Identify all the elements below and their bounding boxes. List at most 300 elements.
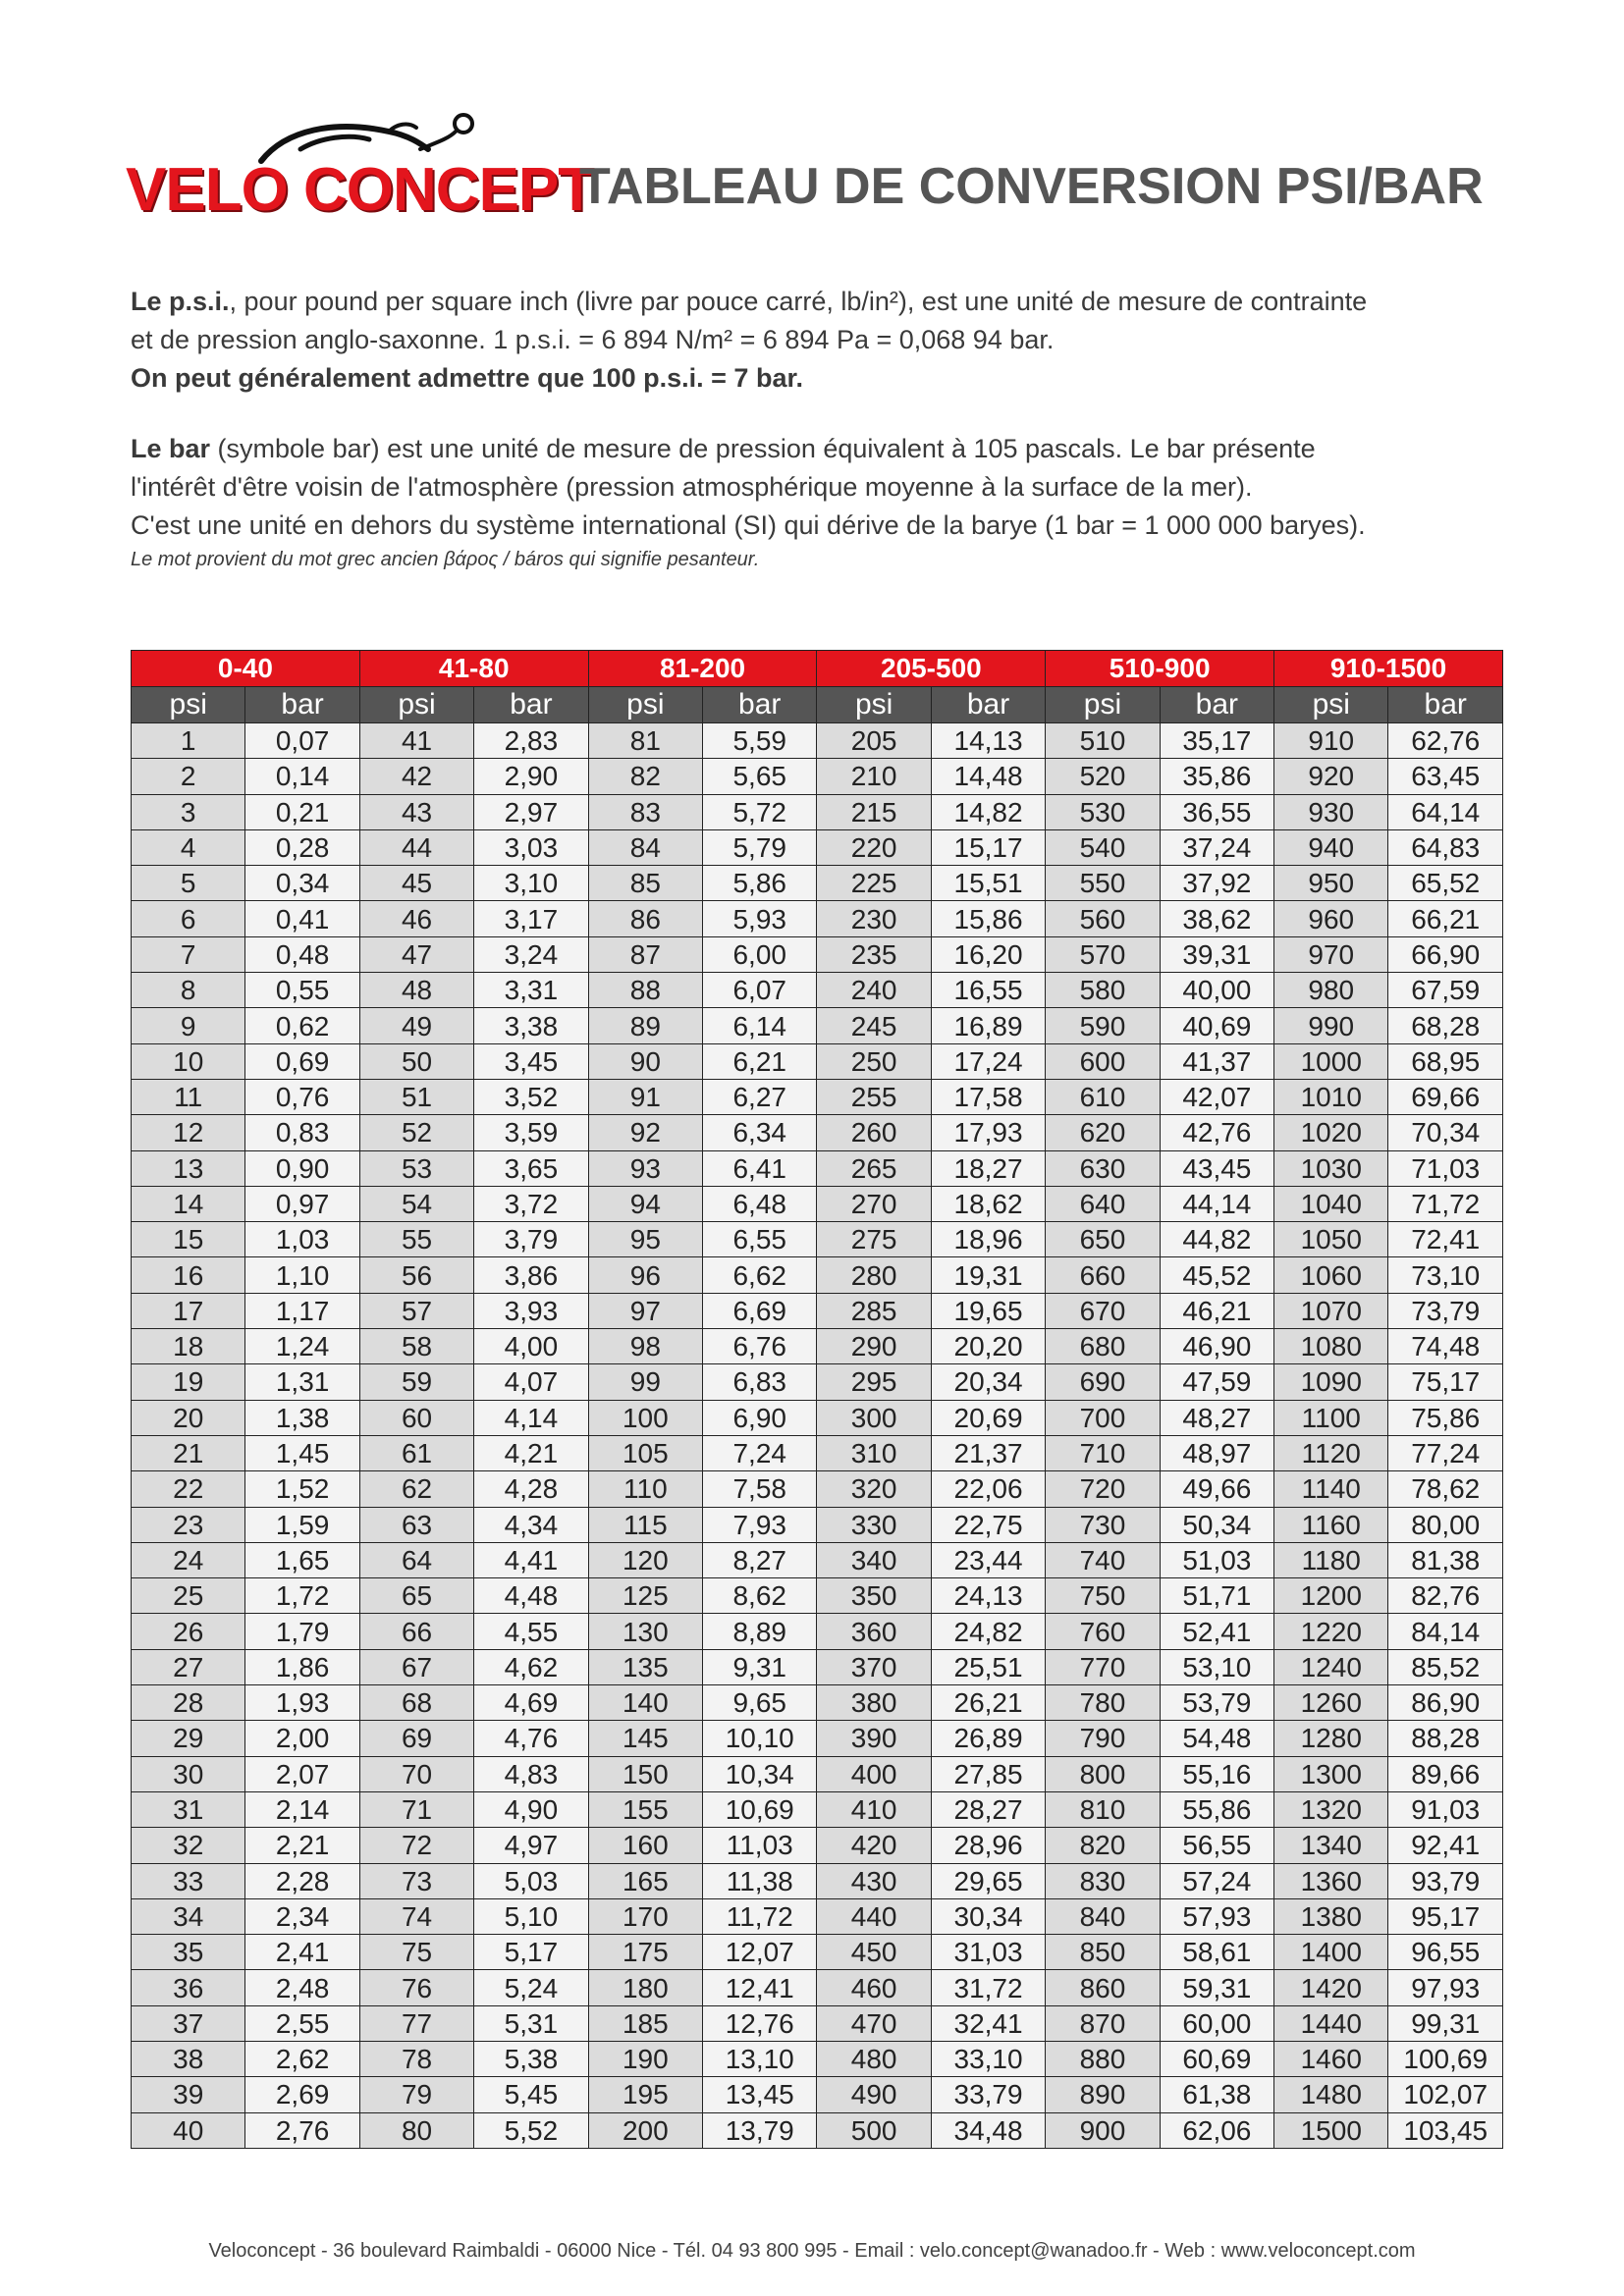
bar-cell: 37,92 bbox=[1160, 866, 1273, 901]
bar-cell: 2,69 bbox=[245, 2077, 359, 2112]
psi-cell: 340 bbox=[817, 1542, 931, 1577]
psi-cell: 2 bbox=[132, 759, 245, 794]
bar-cell: 2,76 bbox=[245, 2112, 359, 2148]
bar-cell: 73,79 bbox=[1388, 1293, 1503, 1328]
bar-cell: 40,69 bbox=[1160, 1008, 1273, 1043]
bar-cell: 2,41 bbox=[245, 1935, 359, 1970]
bar-cell: 11,03 bbox=[703, 1828, 817, 1863]
velo-concept-logo bbox=[126, 110, 595, 226]
table-row bbox=[132, 973, 1503, 1008]
psi-cell: 1070 bbox=[1274, 1293, 1388, 1328]
bar-cell: 69,66 bbox=[1388, 1079, 1503, 1114]
psi-cell: 82 bbox=[588, 759, 702, 794]
psi-cell: 215 bbox=[817, 794, 931, 829]
bar-cell: 5,52 bbox=[474, 2112, 588, 2148]
psi-cell: 1240 bbox=[1274, 1649, 1388, 1684]
psi-cell: 39 bbox=[132, 2077, 245, 2112]
table-row bbox=[132, 1828, 1503, 1863]
bar-cell: 27,85 bbox=[931, 1756, 1045, 1791]
bar-cell: 46,21 bbox=[1160, 1293, 1273, 1328]
psi-cell: 920 bbox=[1274, 759, 1388, 794]
psi-cell: 260 bbox=[817, 1115, 931, 1150]
psi-cell: 47 bbox=[359, 936, 473, 972]
psi-cell: 72 bbox=[359, 1828, 473, 1863]
psi-cell: 275 bbox=[817, 1222, 931, 1257]
table-row bbox=[132, 1970, 1503, 2005]
psi-cell: 5 bbox=[132, 866, 245, 901]
bar-cell: 2,97 bbox=[474, 794, 588, 829]
psi-cell: 880 bbox=[1046, 2041, 1160, 2076]
bar-cell: 0,34 bbox=[245, 866, 359, 901]
bar-cell: 99,31 bbox=[1388, 2005, 1503, 2041]
bar-cell: 80,00 bbox=[1388, 1507, 1503, 1542]
psi-cell: 860 bbox=[1046, 1970, 1160, 2005]
psi-cell: 51 bbox=[359, 1079, 473, 1114]
psi-cell: 84 bbox=[588, 829, 702, 865]
bar-cell: 4,48 bbox=[474, 1578, 588, 1614]
bar-cell: 12,76 bbox=[703, 2005, 817, 2041]
psi-cell: 13 bbox=[132, 1150, 245, 1186]
table-row bbox=[132, 1507, 1503, 1542]
bar-cell: 66,21 bbox=[1388, 901, 1503, 936]
bar-cell: 6,83 bbox=[703, 1364, 817, 1400]
bar-cell: 9,31 bbox=[703, 1649, 817, 1684]
bar-cell: 28,27 bbox=[931, 1791, 1045, 1827]
bar-cell: 3,31 bbox=[474, 973, 588, 1008]
psi-cell: 570 bbox=[1046, 936, 1160, 972]
bar-cell: 51,71 bbox=[1160, 1578, 1273, 1614]
psi-cell: 80 bbox=[359, 2112, 473, 2148]
psi-cell: 640 bbox=[1046, 1186, 1160, 1221]
psi-cell: 59 bbox=[359, 1364, 473, 1400]
table-row bbox=[132, 1578, 1503, 1614]
psi-cell: 710 bbox=[1046, 1435, 1160, 1470]
psi-term: Le p.s.i. bbox=[131, 287, 230, 316]
bar-cell: 17,24 bbox=[931, 1043, 1045, 1079]
bar-cell: 3,24 bbox=[474, 936, 588, 972]
psi-cell: 910 bbox=[1274, 723, 1388, 759]
psi-cell: 370 bbox=[817, 1649, 931, 1684]
bar-cell: 11,72 bbox=[703, 1898, 817, 1934]
bar-cell: 5,31 bbox=[474, 2005, 588, 2041]
psi-cell: 720 bbox=[1046, 1471, 1160, 1507]
bar-cell: 17,58 bbox=[931, 1079, 1045, 1114]
psi-cell: 94 bbox=[588, 1186, 702, 1221]
psi-cell: 68 bbox=[359, 1685, 473, 1721]
psi-cell: 560 bbox=[1046, 901, 1160, 936]
bar-cell: 4,28 bbox=[474, 1471, 588, 1507]
psi-cell: 20 bbox=[132, 1400, 245, 1435]
bar-cell: 1,72 bbox=[245, 1578, 359, 1614]
bar-cell: 84,14 bbox=[1388, 1614, 1503, 1649]
bar-cell: 3,65 bbox=[474, 1150, 588, 1186]
bar-cell: 43,45 bbox=[1160, 1150, 1273, 1186]
psi-cell: 1320 bbox=[1274, 1791, 1388, 1827]
bar-cell: 4,55 bbox=[474, 1614, 588, 1649]
bar-cell: 4,62 bbox=[474, 1649, 588, 1684]
bar-cell: 5,03 bbox=[474, 1863, 588, 1898]
psi-cell: 75 bbox=[359, 1935, 473, 1970]
psi-cell: 140 bbox=[588, 1685, 702, 1721]
bar-cell: 4,76 bbox=[474, 1721, 588, 1756]
bar-cell: 95,17 bbox=[1388, 1898, 1503, 1934]
psi-cell: 600 bbox=[1046, 1043, 1160, 1079]
bar-cell: 2,21 bbox=[245, 1828, 359, 1863]
table-row bbox=[132, 1721, 1503, 1756]
range-header-row bbox=[132, 651, 1503, 687]
bar-cell: 6,55 bbox=[703, 1222, 817, 1257]
bar-cell: 77,24 bbox=[1388, 1435, 1503, 1470]
table-row bbox=[132, 1079, 1503, 1114]
psi-cell: 660 bbox=[1046, 1257, 1160, 1293]
psi-cell: 1340 bbox=[1274, 1828, 1388, 1863]
bar-cell: 58,61 bbox=[1160, 1935, 1273, 1970]
bar-cell: 25,51 bbox=[931, 1649, 1045, 1684]
psi-cell: 25 bbox=[132, 1578, 245, 1614]
bar-cell: 49,66 bbox=[1160, 1471, 1273, 1507]
range-header: 41-80 bbox=[359, 651, 588, 687]
psi-cell: 115 bbox=[588, 1507, 702, 1542]
bar-cell: 71,03 bbox=[1388, 1150, 1503, 1186]
table-row bbox=[132, 1935, 1503, 1970]
bar-cell: 92,41 bbox=[1388, 1828, 1503, 1863]
bar-cell: 85,52 bbox=[1388, 1649, 1503, 1684]
psi-cell: 530 bbox=[1046, 794, 1160, 829]
psi-cell: 830 bbox=[1046, 1863, 1160, 1898]
psi-cell: 740 bbox=[1046, 1542, 1160, 1577]
psi-cell: 820 bbox=[1046, 1828, 1160, 1863]
etymology-note: Le mot provient du mot grec ancien βάρος / báros qui signifie pesanteur. bbox=[131, 549, 760, 570]
bar-cell: 55,86 bbox=[1160, 1791, 1273, 1827]
bar-cell: 18,27 bbox=[931, 1150, 1045, 1186]
bar-cell: 1,65 bbox=[245, 1542, 359, 1577]
psi-cell: 1260 bbox=[1274, 1685, 1388, 1721]
psi-cell: 245 bbox=[817, 1008, 931, 1043]
psi-cell: 65 bbox=[359, 1578, 473, 1614]
psi-cell: 1080 bbox=[1274, 1329, 1388, 1364]
bar-cell: 6,76 bbox=[703, 1329, 817, 1364]
psi-cell: 190 bbox=[588, 2041, 702, 2076]
table-row bbox=[132, 1685, 1503, 1721]
psi-cell: 510 bbox=[1046, 723, 1160, 759]
bar-cell: 26,21 bbox=[931, 1685, 1045, 1721]
bar-cell: 0,97 bbox=[245, 1186, 359, 1221]
bar-cell: 7,93 bbox=[703, 1507, 817, 1542]
psi-cell: 930 bbox=[1274, 794, 1388, 829]
table-row bbox=[132, 759, 1503, 794]
psi-cell: 420 bbox=[817, 1828, 931, 1863]
bar-cell: 89,66 bbox=[1388, 1756, 1503, 1791]
bar-cell: 19,65 bbox=[931, 1293, 1045, 1328]
psi-cell: 10 bbox=[132, 1043, 245, 1079]
psi-cell: 870 bbox=[1046, 2005, 1160, 2041]
table-row bbox=[132, 901, 1503, 936]
psi-cell: 670 bbox=[1046, 1293, 1160, 1328]
psi-cell: 9 bbox=[132, 1008, 245, 1043]
table-row bbox=[132, 1756, 1503, 1791]
bar-cell: 22,75 bbox=[931, 1507, 1045, 1542]
bar-cell: 5,10 bbox=[474, 1898, 588, 1934]
bar-cell: 1,03 bbox=[245, 1222, 359, 1257]
psi-cell: 800 bbox=[1046, 1756, 1160, 1791]
psi-cell: 1030 bbox=[1274, 1150, 1388, 1186]
psi-cell: 430 bbox=[817, 1863, 931, 1898]
psi-cell: 1020 bbox=[1274, 1115, 1388, 1150]
bar-cell: 74,48 bbox=[1388, 1329, 1503, 1364]
bar-cell: 12,07 bbox=[703, 1935, 817, 1970]
bar-cell: 23,44 bbox=[931, 1542, 1045, 1577]
psi-cell: 18 bbox=[132, 1329, 245, 1364]
table-row bbox=[132, 1614, 1503, 1649]
psi-cell: 22 bbox=[132, 1471, 245, 1507]
psi-cell: 1380 bbox=[1274, 1898, 1388, 1934]
psi-cell: 1420 bbox=[1274, 1970, 1388, 2005]
bar-cell: 18,62 bbox=[931, 1186, 1045, 1221]
bar-cell: 75,86 bbox=[1388, 1400, 1503, 1435]
bar-cell: 6,48 bbox=[703, 1186, 817, 1221]
psi-cell: 550 bbox=[1046, 866, 1160, 901]
psi-cell: 195 bbox=[588, 2077, 702, 2112]
bar-header: bar bbox=[703, 687, 817, 723]
psi-cell: 200 bbox=[588, 2112, 702, 2148]
bar-cell: 16,20 bbox=[931, 936, 1045, 972]
bar-cell: 3,45 bbox=[474, 1043, 588, 1079]
bar-cell: 97,93 bbox=[1388, 1970, 1503, 2005]
psi-cell: 45 bbox=[359, 866, 473, 901]
psi-cell: 1120 bbox=[1274, 1435, 1388, 1470]
bar-cell: 6,90 bbox=[703, 1400, 817, 1435]
bar-cell: 2,00 bbox=[245, 1721, 359, 1756]
bar-cell: 62,76 bbox=[1388, 723, 1503, 759]
psi-cell: 33 bbox=[132, 1863, 245, 1898]
bar-cell: 44,14 bbox=[1160, 1186, 1273, 1221]
bar-cell: 0,21 bbox=[245, 794, 359, 829]
table-row bbox=[132, 1364, 1503, 1400]
bar-cell: 61,38 bbox=[1160, 2077, 1273, 2112]
range-header: 910-1500 bbox=[1274, 651, 1503, 687]
bar-cell: 82,76 bbox=[1388, 1578, 1503, 1614]
bar-cell: 6,21 bbox=[703, 1043, 817, 1079]
psi-cell: 71 bbox=[359, 1791, 473, 1827]
psi-rule-of-thumb bbox=[131, 359, 1505, 398]
bar-cell: 7,24 bbox=[703, 1435, 817, 1470]
bar-cell: 1,45 bbox=[245, 1435, 359, 1470]
psi-cell: 280 bbox=[817, 1257, 931, 1293]
bar-cell: 6,41 bbox=[703, 1150, 817, 1186]
bar-cell: 2,48 bbox=[245, 1970, 359, 2005]
bar-cell: 62,06 bbox=[1160, 2112, 1273, 2148]
bar-cell: 2,34 bbox=[245, 1898, 359, 1934]
psi-cell: 87 bbox=[588, 936, 702, 972]
table-row bbox=[132, 1115, 1503, 1150]
bar-cell: 53,79 bbox=[1160, 1685, 1273, 1721]
bar-cell: 3,59 bbox=[474, 1115, 588, 1150]
psi-cell: 300 bbox=[817, 1400, 931, 1435]
bar-cell: 3,10 bbox=[474, 866, 588, 901]
psi-cell: 48 bbox=[359, 973, 473, 1008]
bar-cell: 12,41 bbox=[703, 1970, 817, 2005]
psi-cell: 285 bbox=[817, 1293, 931, 1328]
psi-cell: 95 bbox=[588, 1222, 702, 1257]
psi-cell: 32 bbox=[132, 1828, 245, 1863]
bar-cell: 13,45 bbox=[703, 2077, 817, 2112]
psi-cell: 120 bbox=[588, 1542, 702, 1577]
psi-cell: 55 bbox=[359, 1222, 473, 1257]
bar-cell: 10,10 bbox=[703, 1721, 817, 1756]
bar-cell: 30,34 bbox=[931, 1898, 1045, 1934]
bar-cell: 16,55 bbox=[931, 973, 1045, 1008]
bar-cell: 4,00 bbox=[474, 1329, 588, 1364]
bar-cell: 32,41 bbox=[931, 2005, 1045, 2041]
psi-cell: 54 bbox=[359, 1186, 473, 1221]
bar-cell: 1,79 bbox=[245, 1614, 359, 1649]
psi-cell: 93 bbox=[588, 1150, 702, 1186]
bar-cell: 91,03 bbox=[1388, 1791, 1503, 1827]
bar-cell: 24,82 bbox=[931, 1614, 1045, 1649]
bar-cell: 14,13 bbox=[931, 723, 1045, 759]
bar-cell: 16,89 bbox=[931, 1008, 1045, 1043]
psi-cell: 77 bbox=[359, 2005, 473, 2041]
psi-header: psi bbox=[1274, 687, 1388, 723]
bar-cell: 6,69 bbox=[703, 1293, 817, 1328]
bar-cell: 8,27 bbox=[703, 1542, 817, 1577]
psi-cell: 26 bbox=[132, 1614, 245, 1649]
psi-cell: 730 bbox=[1046, 1507, 1160, 1542]
psi-cell: 250 bbox=[817, 1043, 931, 1079]
bar-cell: 0,28 bbox=[245, 829, 359, 865]
psi-cell: 98 bbox=[588, 1329, 702, 1364]
psi-cell: 620 bbox=[1046, 1115, 1160, 1150]
psi-rule-text: On peut généralement admettre que 100 p.s.i. = 7 bar. bbox=[131, 363, 803, 393]
psi-cell: 1400 bbox=[1274, 1935, 1388, 1970]
psi-cell: 900 bbox=[1046, 2112, 1160, 2148]
bar-cell: 15,51 bbox=[931, 866, 1045, 901]
psi-cell: 34 bbox=[132, 1898, 245, 1934]
bar-cell: 67,59 bbox=[1388, 973, 1503, 1008]
psi-cell: 1180 bbox=[1274, 1542, 1388, 1577]
bar-cell: 71,72 bbox=[1388, 1186, 1503, 1221]
page-title: TABLEAU DE CONVERSION PSI/BAR bbox=[579, 158, 1484, 215]
bar-cell: 5,24 bbox=[474, 1970, 588, 2005]
table-row bbox=[132, 1222, 1503, 1257]
psi-cell: 155 bbox=[588, 1791, 702, 1827]
bar-cell: 86,90 bbox=[1388, 1685, 1503, 1721]
unit-header-row bbox=[132, 687, 1503, 723]
bar-cell: 8,62 bbox=[703, 1578, 817, 1614]
psi-cell: 97 bbox=[588, 1293, 702, 1328]
psi-cell: 99 bbox=[588, 1364, 702, 1400]
psi-cell: 35 bbox=[132, 1935, 245, 1970]
psi-cell: 150 bbox=[588, 1756, 702, 1791]
bar-cell: 1,17 bbox=[245, 1293, 359, 1328]
psi-cell: 37 bbox=[132, 2005, 245, 2041]
psi-cell: 27 bbox=[132, 1649, 245, 1684]
psi-cell: 46 bbox=[359, 901, 473, 936]
psi-cell: 6 bbox=[132, 901, 245, 936]
conversion-table bbox=[131, 650, 1503, 2149]
psi-line-1 bbox=[131, 283, 1505, 321]
bar-cell: 34,48 bbox=[931, 2112, 1045, 2148]
psi-cell: 31 bbox=[132, 1791, 245, 1827]
psi-cell: 175 bbox=[588, 1935, 702, 1970]
psi-cell: 14 bbox=[132, 1186, 245, 1221]
bar-cell: 3,93 bbox=[474, 1293, 588, 1328]
psi-cell: 170 bbox=[588, 1898, 702, 1934]
table-row bbox=[132, 1898, 1503, 1934]
bar-cell: 13,10 bbox=[703, 2041, 817, 2076]
bar-cell: 0,76 bbox=[245, 1079, 359, 1114]
psi-cell: 1440 bbox=[1274, 2005, 1388, 2041]
psi-cell: 790 bbox=[1046, 1721, 1160, 1756]
bar-cell: 33,10 bbox=[931, 2041, 1045, 2076]
table-row bbox=[132, 1008, 1503, 1043]
psi-cell: 165 bbox=[588, 1863, 702, 1898]
bar-cell: 73,10 bbox=[1388, 1257, 1503, 1293]
psi-cell: 100 bbox=[588, 1400, 702, 1435]
psi-cell: 70 bbox=[359, 1756, 473, 1791]
bar-header: bar bbox=[474, 687, 588, 723]
psi-cell: 30 bbox=[132, 1756, 245, 1791]
psi-header: psi bbox=[359, 687, 473, 723]
psi-cell: 96 bbox=[588, 1257, 702, 1293]
psi-cell: 1050 bbox=[1274, 1222, 1388, 1257]
bar-cell: 45,52 bbox=[1160, 1257, 1273, 1293]
psi-cell: 290 bbox=[817, 1329, 931, 1364]
psi-cell: 890 bbox=[1046, 2077, 1160, 2112]
psi-header: psi bbox=[132, 687, 245, 723]
bar-cell: 1,93 bbox=[245, 1685, 359, 1721]
bar-cell: 6,62 bbox=[703, 1257, 817, 1293]
logo-text: VELO CONCEPT bbox=[126, 156, 595, 224]
psi-cell: 950 bbox=[1274, 866, 1388, 901]
bar-cell: 3,38 bbox=[474, 1008, 588, 1043]
psi-cell: 1100 bbox=[1274, 1400, 1388, 1435]
psi-cell: 470 bbox=[817, 2005, 931, 2041]
bar-cell: 4,34 bbox=[474, 1507, 588, 1542]
table-row bbox=[132, 866, 1503, 901]
psi-cell: 205 bbox=[817, 723, 931, 759]
psi-cell: 29 bbox=[132, 1721, 245, 1756]
psi-cell: 1280 bbox=[1274, 1721, 1388, 1756]
bar-cell: 103,45 bbox=[1388, 2112, 1503, 2148]
bar-cell: 2,83 bbox=[474, 723, 588, 759]
psi-cell: 390 bbox=[817, 1721, 931, 1756]
psi-cell: 970 bbox=[1274, 936, 1388, 972]
table-row bbox=[132, 2005, 1503, 2041]
bar-cell: 4,69 bbox=[474, 1685, 588, 1721]
bar-cell: 0,62 bbox=[245, 1008, 359, 1043]
bar-description bbox=[131, 430, 1505, 574]
bar-term: Le bar bbox=[131, 434, 211, 463]
bar-cell: 3,52 bbox=[474, 1079, 588, 1114]
bar-cell: 70,34 bbox=[1388, 1115, 1503, 1150]
psi-cell: 265 bbox=[817, 1150, 931, 1186]
bar-cell: 38,62 bbox=[1160, 901, 1273, 936]
bar-cell: 5,72 bbox=[703, 794, 817, 829]
bar-line-1 bbox=[131, 430, 1505, 468]
psi-cell: 50 bbox=[359, 1043, 473, 1079]
table-row bbox=[132, 1043, 1503, 1079]
bar-cell: 1,52 bbox=[245, 1471, 359, 1507]
psi-cell: 1000 bbox=[1274, 1043, 1388, 1079]
bar-cell: 0,55 bbox=[245, 973, 359, 1008]
bar-cell: 4,21 bbox=[474, 1435, 588, 1470]
bar-cell: 42,76 bbox=[1160, 1115, 1273, 1150]
psi-cell: 76 bbox=[359, 1970, 473, 2005]
bar-cell: 59,31 bbox=[1160, 1970, 1273, 2005]
bar-cell: 51,03 bbox=[1160, 1542, 1273, 1577]
psi-cell: 12 bbox=[132, 1115, 245, 1150]
